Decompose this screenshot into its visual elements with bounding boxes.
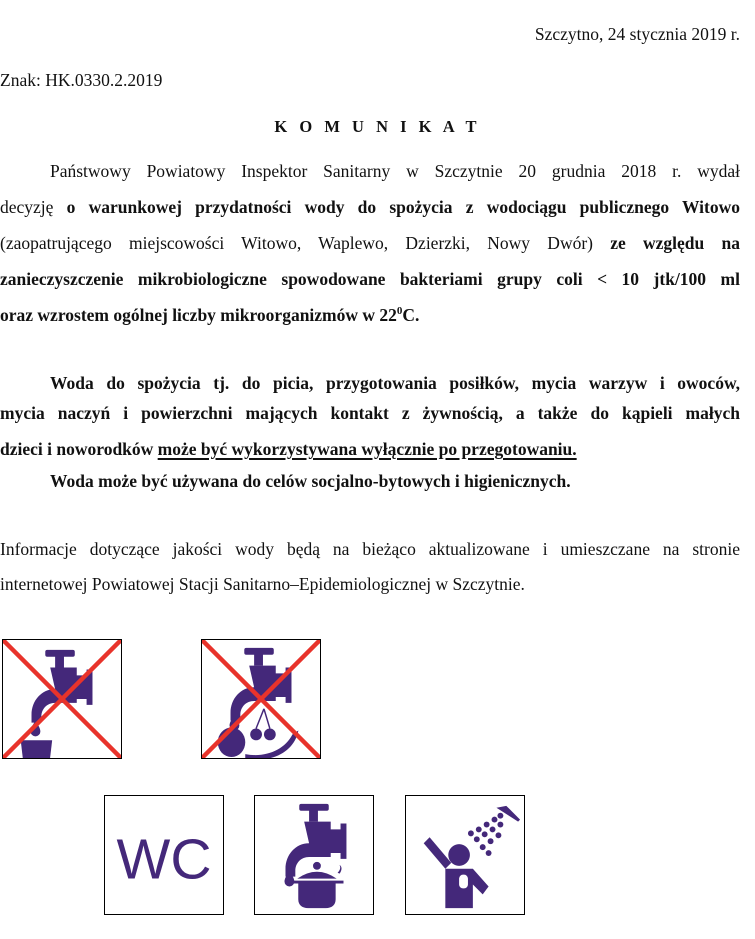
paragraph-line: Państwowy Powiatowy Inspektor Sanitarny w Szczytnie 20 grudnia 2018 r. wydał [50, 161, 740, 181]
text-run-bold: o warunkowej przydatności wody do spożycia z wodociągu publicznego Witowo [66, 197, 740, 217]
shower-icon [405, 795, 525, 915]
paragraph-line: Informacje dotyczące jakości wody będą na bieżąco aktualizowane i umieszczane na stronie [0, 539, 740, 559]
text-run-bold: dzieci i noworodków [0, 439, 158, 459]
no-drinking-water-icon [2, 639, 122, 759]
paragraph-line: Woda do spożycia tj. do picia, przygotowania posiłków, mycia warzyw i owoców, [50, 373, 740, 393]
paragraph-line [0, 189, 740, 225]
paragraph-line: Woda może być używana do celów socjalno-bytowych i higienicznych. [50, 471, 571, 491]
text-run-bold: C. [402, 305, 420, 325]
wc-label: WC [116, 827, 212, 892]
text-run: decyzję [0, 197, 67, 217]
superscript-degree: 0 [396, 305, 403, 318]
text-run: (zaopatrującego miejscowości Witowo, Waplewo, Dzierzki, Nowy Dwór) [0, 233, 611, 253]
document-title: K O M U N I K A T [274, 117, 481, 136]
reference-number: Znak: HK.0330.2.2019 [0, 70, 163, 90]
document-date: Szczytno, 24 stycznia 2019 r. [534, 24, 740, 44]
text-run-bold: ze względu na [610, 233, 740, 253]
paragraph-line: mycia naczyń i powierzchni mających kontakt z żywnością, a także do kąpieli małych [0, 403, 740, 423]
paragraph-line [0, 297, 740, 333]
text-run-bold: oraz wzrostem ogólnej liczby mikroorganizmów w 22 [0, 305, 397, 325]
paragraph-line [0, 431, 740, 467]
paragraph-line: zanieczyszczenie mikrobiologiczne spowodowane bakteriami grupy coli < 10 jtk/100 ml [0, 269, 740, 289]
wc-icon [104, 795, 224, 915]
boil-water-icon [254, 795, 374, 915]
paragraph-line: internetowej Powiatowej Stacji Sanitarno–Epidemiologicznej w Szczytnie. [0, 574, 525, 594]
no-washing-food-icon [201, 639, 321, 759]
boil-notice-underlined: może być wykorzystywana wyłącznie po przegotowaniu. [157, 439, 577, 459]
paragraph-line [0, 225, 740, 261]
